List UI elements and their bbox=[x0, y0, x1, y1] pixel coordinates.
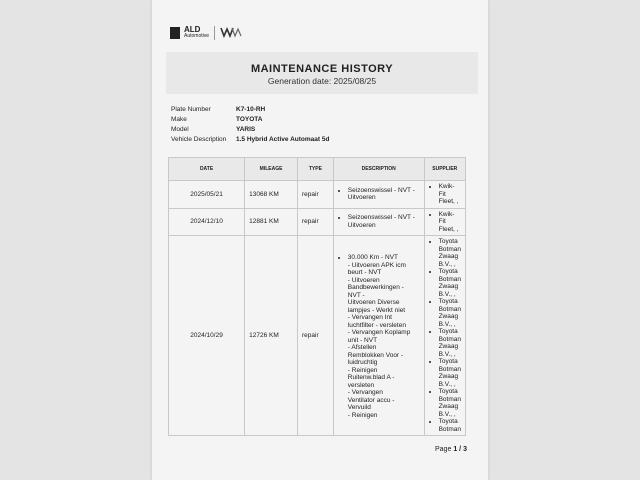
page-indicator: Page 1 / 3 bbox=[435, 446, 467, 453]
ald-logo-icon bbox=[170, 27, 180, 39]
supplier-item: • Toyota Botman Zwaag B.V., , bbox=[439, 238, 461, 268]
info-row-plate: Plate Number K7-10-RH bbox=[171, 105, 266, 113]
cell-date: 2024/10/29 bbox=[169, 236, 245, 436]
supplier-item: • Kwik-Fit Fleet, , bbox=[439, 183, 461, 206]
cell-supplier bbox=[424, 236, 465, 436]
supplier-item: • Kwik-Fit Fleet, , bbox=[439, 211, 461, 234]
info-row-description: Vehicle Description 1.5 Hybrid Active Automaat 5d bbox=[171, 135, 330, 143]
cell-description bbox=[333, 208, 424, 236]
supplier-item: • Toyota Botman Zwaag B.V., , bbox=[439, 328, 461, 358]
cell-mileage: 12881 KM bbox=[245, 208, 298, 236]
ald-logo-text: ALD Automotive bbox=[184, 25, 210, 39]
cell-mileage: 12726 KM bbox=[245, 236, 298, 436]
cell-date: 2024/12/10 bbox=[169, 208, 245, 236]
table-row bbox=[169, 208, 466, 236]
cell-type: repair bbox=[298, 236, 334, 436]
table-row bbox=[169, 236, 466, 436]
supplier-item: • Toyota Botman Zwaag B.V., , bbox=[439, 358, 461, 388]
supplier-item: • Toyota Botman Zwaag B.V., , bbox=[439, 268, 461, 298]
description-item: • Seizoenswissel - NVT - Uitvoeren bbox=[348, 187, 420, 202]
info-row-make: Make TOYOTA bbox=[171, 115, 263, 123]
supplier-item: • Toyota Botman Zwaag B.V., , bbox=[439, 388, 461, 418]
maintenance-table bbox=[168, 157, 466, 436]
logo-separator bbox=[214, 26, 215, 40]
cell-supplier bbox=[424, 181, 465, 209]
cell-supplier bbox=[424, 208, 465, 236]
leaseplan-logo-icon bbox=[220, 26, 242, 41]
generation-date: Generation date: 2025/08/25 bbox=[267, 76, 377, 86]
logo-row bbox=[170, 24, 242, 42]
supplier-item: • Toyota Botman Zwaag B.V., , bbox=[439, 298, 461, 328]
supplier-item: • Toyota Botman bbox=[439, 418, 461, 433]
document-page bbox=[152, 0, 488, 480]
table-row bbox=[169, 181, 466, 209]
title-band bbox=[166, 52, 478, 94]
info-row-model: Model YARIS bbox=[171, 125, 256, 133]
vehicle-info bbox=[171, 104, 329, 144]
page-title: MAINTENANCE HISTORY bbox=[250, 63, 394, 75]
header-date: DATE bbox=[169, 158, 245, 181]
cell-type: repair bbox=[298, 181, 334, 209]
cell-mileage: 13068 KM bbox=[245, 181, 298, 209]
table-header-row bbox=[169, 158, 466, 181]
header-description: DESCRIPTION bbox=[333, 158, 424, 181]
cell-description bbox=[333, 236, 424, 436]
header-supplier: SUPPLIER bbox=[424, 158, 465, 181]
description-item: • 30.000 Km - NVT - Uitvoeren APK icm beurt - NVT - Uitvoeren Bandbewerkingen - NVT - Uitvoeren Diverse lampjes - Werkt niet - Vervangen Int luchtfilter - versleten - Vervangen Koplamp unit - NVT - Afstellen Remblokken Voor - luidruchtig - Reinigen Ruitenw.blad A - versleten - Vervangen Ventilator accu - Vervuild - Reinigen bbox=[348, 254, 420, 419]
cell-date: 2025/05/21 bbox=[169, 181, 245, 209]
header-mileage: MILEAGE bbox=[245, 158, 298, 181]
cell-description bbox=[333, 181, 424, 209]
header-type: TYPE bbox=[298, 158, 334, 181]
description-item: • Seizoenswissel - NVT - Uitvoeren bbox=[348, 214, 420, 229]
cell-type: repair bbox=[298, 208, 334, 236]
